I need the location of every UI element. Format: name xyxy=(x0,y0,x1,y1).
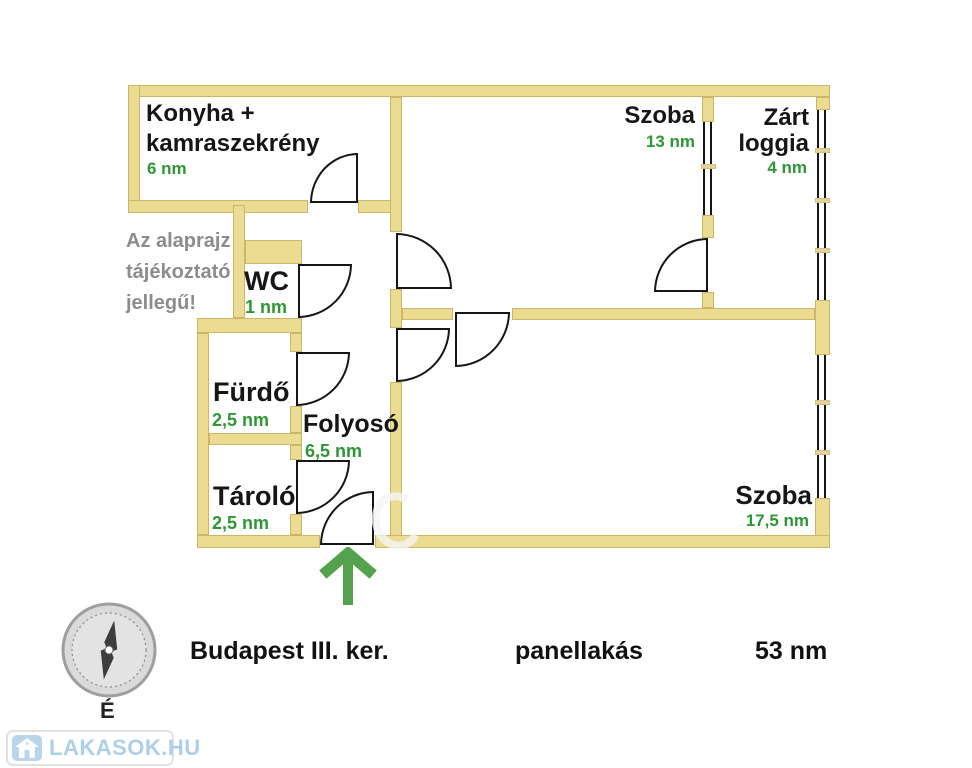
door-arc-hall-to-room xyxy=(396,328,450,382)
window-tick xyxy=(815,248,830,253)
caption-location: Budapest III. ker. xyxy=(190,637,389,665)
room-label-room175: Szoba xyxy=(735,480,812,510)
room-label-kitchen-2: kamraszekrény xyxy=(146,130,320,157)
caption-property-type: panellakás xyxy=(515,637,643,665)
room-area-room175: 17,5 nm xyxy=(745,511,809,530)
wall-kitchen-bottom xyxy=(128,200,308,213)
window-tick xyxy=(815,148,830,153)
window-loggia-divider xyxy=(703,122,712,215)
door-arc-room175-center xyxy=(455,312,510,367)
wall-right-mid-block xyxy=(815,300,830,355)
wall-bottom-right xyxy=(375,535,830,548)
site-logo xyxy=(6,730,201,766)
window-right-lower xyxy=(817,355,826,498)
entrance-arrow-icon xyxy=(319,547,377,609)
wall-loggia-divider-top xyxy=(702,97,714,122)
window-tick xyxy=(815,198,830,203)
wall-top xyxy=(128,85,830,97)
room-label-hallway: Folyosó xyxy=(303,410,399,438)
site-logo-text: LAKASOK.HU xyxy=(49,735,201,760)
window-right-upper xyxy=(817,110,826,300)
wall-kitchen-bottom-stub xyxy=(358,200,392,213)
disclaimer-text xyxy=(126,226,230,319)
compass-north-label: É xyxy=(100,698,115,723)
room-label-storage: Tároló xyxy=(213,481,296,511)
wall-step xyxy=(197,318,302,333)
door-arc-room13 xyxy=(396,233,452,289)
wall-wc-top xyxy=(245,240,302,264)
room-label-kitchen: Konyha + xyxy=(146,100,255,127)
room-area-room13: 13 nm xyxy=(645,132,695,151)
window-tick xyxy=(701,164,716,169)
wall-bottom-left xyxy=(197,535,320,548)
wall-right-top-stub xyxy=(816,97,830,110)
wall-outer-left xyxy=(197,333,209,535)
door-arc-wc xyxy=(298,264,352,318)
disclaimer-line2: tájékoztató xyxy=(126,261,231,283)
room-label-bathroom: Fürdő xyxy=(213,377,290,407)
door-arc-bathroom xyxy=(296,352,350,406)
disclaimer-line1: Az alaprajz xyxy=(126,230,231,252)
wall-wc-left xyxy=(233,205,245,318)
door-arc-loggia xyxy=(654,238,708,292)
room-area-loggia: 4 nm xyxy=(767,158,807,177)
wall-junction-right xyxy=(512,308,815,320)
wall-loggia-divider-mid xyxy=(702,215,714,238)
wall-storage-right-lower xyxy=(290,514,302,535)
window-tick xyxy=(815,400,830,405)
wall-bath-storage-divider xyxy=(209,433,302,445)
room-label-wc: WC xyxy=(244,266,289,296)
room-label-loggia: Zárt xyxy=(763,104,809,131)
room-area-hallway: 6,5 nm xyxy=(305,441,363,461)
compass-icon xyxy=(58,598,160,702)
wall-junction-left xyxy=(402,308,453,320)
disclaimer-line3: jellegű! xyxy=(126,292,197,314)
house-icon xyxy=(12,735,42,761)
room-area-wc: 1 nm xyxy=(245,297,288,317)
wall-loggia-divider-low xyxy=(702,292,714,308)
room-area-bathroom: 2,5 nm xyxy=(212,410,270,430)
wall-storage-right-upper xyxy=(290,445,302,460)
caption-total-area: 53 nm xyxy=(755,637,828,665)
room-area-kitchen: 6 nm xyxy=(147,159,187,178)
wall-spine-upper xyxy=(390,97,402,232)
wall-bath-right-upper xyxy=(290,333,302,352)
window-tick xyxy=(815,450,830,455)
wall-bath-right-lower xyxy=(290,406,302,433)
room-label-room13: Szoba xyxy=(624,102,695,129)
room-area-storage: 2,5 nm xyxy=(212,513,270,533)
wall-kitchen-left xyxy=(128,85,140,213)
room-label-loggia-2: loggia xyxy=(738,130,809,157)
door-arc-kitchen xyxy=(310,153,358,203)
wall-spine-mid xyxy=(390,289,402,328)
